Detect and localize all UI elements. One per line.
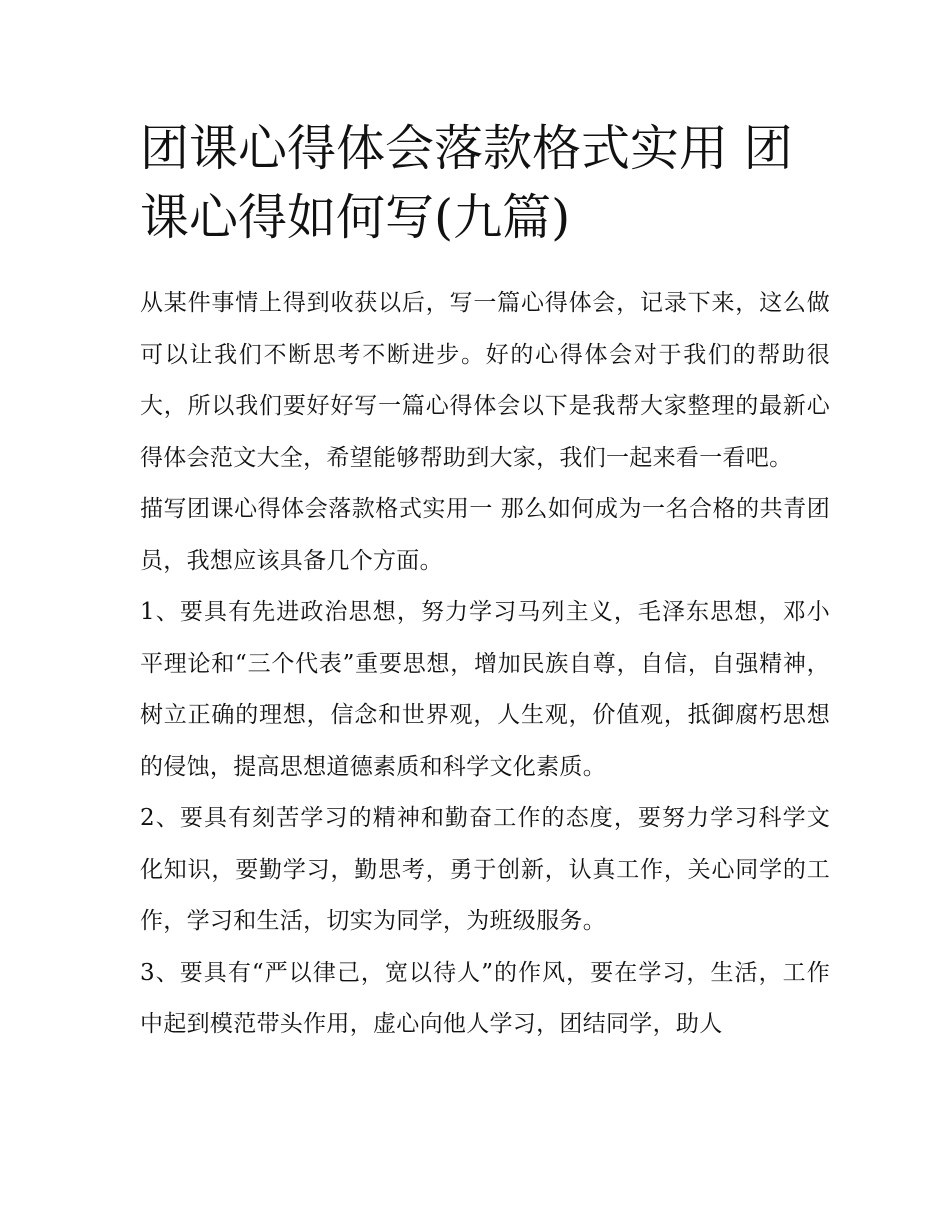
document-title: 团课心得体会落款格式实用 团课心得如何写(九篇) bbox=[140, 120, 793, 246]
section-heading-paragraph: 描写团课心得体会落款格式实用一 那么如何成为一名合格的共青团员，我想应该具备几个方面。 bbox=[140, 496, 830, 574]
point-3-paragraph: 3、要具有“严以律己，宽以待人”的作风，要在学习，生活，工作中起到模范带头作用，虚心向他人学习，团结同学，助人 bbox=[140, 959, 830, 1037]
document-body bbox=[140, 278, 830, 1051]
intro-paragraph: 从某件事情上得到收获以后，写一篇心得体会，记录下来，这么做可以让我们不断思考不断进步。好的心得体会对于我们的帮助很大，所以我们要好好写一篇心得体会以下是我帮大家整理的最新心得体会范文大全，希望能够帮助到大家，我们一起来看一看吧。 bbox=[140, 290, 830, 471]
point-1-paragraph: 1、要具有先进政治思想，努力学习马列主义，毛泽东思想，邓小平理论和“三个代表”重要思想，增加民族自尊，自信，自强精神，树立正确的理想，信念和世界观，人生观，价值观，抵御腐朽思想的侵蚀，提高思想道德素质和科学文化素质。 bbox=[140, 599, 830, 780]
point-2-paragraph: 2、要具有刻苦学习的精神和勤奋工作的态度，要努力学习科学文化知识，要勤学习，勤思考，勇于创新，认真工作，关心同学的工作，学习和生活，切实为同学，为班级服务。 bbox=[140, 805, 830, 934]
